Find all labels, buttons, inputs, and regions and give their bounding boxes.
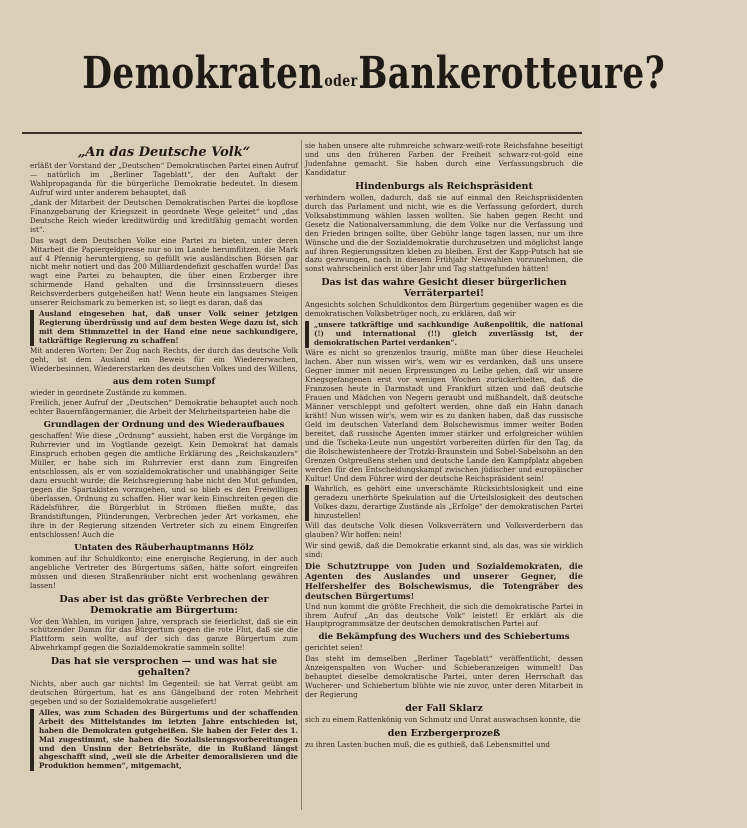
page-title: [0, 48, 666, 99]
column-divider: [301, 140, 302, 810]
body-paragraph: Nichts, aber auch gar nichts! Im Gegenteil: sie hat Verrat geübt am deutschen Bürgertum, hat es ans Gängelband der roten Mehrheit gegeben und so der Sozialdemokratie ausgeliefert!: [30, 679, 298, 707]
headline-word-1: Demokraten: [82, 48, 324, 99]
emphasis-paragraph: Wahrlich, es gehört eine unverschämte Rücksichtslosigkeit und eine geradezu unerhörte Spekulation auf die Urteilslosigkeit des deutschen Volkes dazu, derartige Zustände als „Erfolge“ der demokratischen Partei hinzustellen!: [305, 485, 583, 521]
headline-word-2: Bankerotteure?: [358, 48, 666, 99]
body-paragraph: Wäre es nicht so grenzenlos traurig, müßte man über diese Heuchelei lachen. Aber nun wissen wir's, wem wir es verdanken, daß uns unsere Gegner immer mit neuen Erpressungen zu Leibe gehen, daß wir unsere Kriegsgefangenen erst vor wenigen Wochen zurückerhielten, daß die Franzosen heute in Darmstadt und Frankfurt sitzen und daß deutsche Frauen und Mädchen von Negern geraubt und mißhandelt, daß deutsche Männer verschleppt und gefoltert werden, ohne daß ein Hahn danach kräht! Nun wissen wir's, wem wir es zu danken haben, daß das russische Geld im deutschen Vaterland dem Bolschewismus immer weiter Boden bereitet, daß russische Agenten immer stärker und erfolgreicher wühlen und die Tscheka-Leute nun ungestört vorbereiten dürfen für den Tag, da die Bolschewistenheere der Trotzki-Braunstein und Sobel-Sobelsohn an den Grenzen Ostpreußens stehen und deutsche Lande den Kampfplatz abgeben werden für den Entscheidungskampf zwischen jüdischer und europäischer Kultur! Und dem Führer wird der deutsche Reichspräsident sein!: [305, 348, 583, 483]
body-paragraph: zu ihren Lasten buchen muß, die es guthieß, daß Lebensmittel und: [305, 739, 550, 749]
body-paragraph: wieder in geordnete Zustände zu kommen.: [30, 387, 187, 397]
headline: [82, 48, 665, 99]
left-column: [30, 142, 298, 773]
section-heading: Untaten des Räuberhauptmanns Hölz: [74, 542, 254, 553]
body-paragraph: kommen auf ihr Schuldkonto: eine energische Regierung, in der auch angebliche Vertreter des Bürgertums säßen, hätte sofort eingreifen müssen und diesen Straßenräuber nicht erst wochenlang gewähren lassen!: [30, 553, 298, 590]
headline-rule: [22, 132, 582, 134]
body-paragraph: Freilich, jener Aufruf der „Deutschen“ Demokratie behauptet auch noch echter Bauernfängermanier, die Arbeit der Mehrheitsparteien habe die: [30, 398, 298, 417]
body-paragraph: geschaffen! Wie diese „Ordnung“ aussieht, haben erst die Vorgänge im Ruhrrevier und im Vogtlande gezeigt. Kein Demokrat hat damals Einspruch erhoben gegen die amtliche Erklärung des „Reichskanzlers“ Müller, er habe sich im Ruhrrevier erst dann zum Eingreifen entschlossen, als er von sozialdemokratischer und unabhängiger Seite dazu ersucht wurde; die Reichsregierung habe nicht den Mut gefunden, gegen die Spartakisten vorzugehen, und so blieb es den Freiwilligen überlassen, Ordnung zu schaffen. Hier war kein Einschreiten gegen die Rädelsführer, die Bürgerblut in Strömen fließen mußte, das Brandstiftungen, Plünderungen, Verbrechen jeder Art vorkamen, ehe ihre in der Regierung sitzenden Vertreter sich zu einem Eingreifen entschlossen! Auch die: [30, 431, 298, 539]
body-paragraph: gerichtet seien!: [305, 643, 363, 653]
body-paragraph: Wir sind gewiß, daß die Demokratie erkannt sind, als das, was sie wirklich sind:: [305, 540, 583, 559]
section-heading: Das ist das wahre Gesicht dieser bürgerlichen Verräterpartei!: [321, 277, 567, 300]
emphasis-paragraph: Ausland eingesehen hat, daß unser Volk seiner jetzigen Regierung überdrüssig und auf dem besten Wege dazu ist, sich mit dem Stimmzettel in der Hand eine neue sachkundigere, tatkräftige Regierung zu schaffen!: [30, 310, 298, 346]
section-heading: Grundlagen der Ordnung und des Wiederaufbaues: [43, 420, 285, 431]
headline-connector: oder: [324, 71, 358, 90]
body-paragraph: Das steht im demselben „Berliner Tageblatt“ veröffentlicht, dessen Anzeigenspalten von Wucher- und Schieberanzeigen wimmelt! Das behauptet dieselbe demokratische Partei, unter deren Herrschaft das Wucherer- und Schiebertum blühte wie nie zuvor, unter deren Mitarbeit in der Regierung: [305, 653, 583, 699]
section-heading: den Erzbergerprozeß: [387, 727, 501, 739]
body-paragraph: sich zu einem Rattenkönig von Schmutz und Unrat auswachsen konnte, die: [305, 714, 581, 724]
section-heading: Das hat sie versprochen — und was hat sie gehalten?: [50, 656, 278, 679]
section-heading: Das aber ist das größte Verbrechen der Demokratie am Bürgertum:: [59, 593, 269, 616]
emphasis-paragraph: „unsere tatkräftige und sachkundige Außenpolitik, die national (!) und international (!!) gleich zuverlässig ist, der demokratischen Partei verdanken“.: [305, 321, 583, 348]
body-paragraph: erläßt der Vorstand der „Deutschen“ Demokratischen Partei einen Aufruf — natürlich im „Berliner Tageblatt“, der den Auftakt der Wahlpropaganda für die bürgerliche Demokratie bedeutet. In diesem Aufruf wird unter anderem behauptet, daß: [30, 161, 298, 197]
body-paragraph: Mit anderen Worten: Der Zug nach Rechts, der durch das deutsche Volk geht, ist dem Ausland ein Beweis für ein Wiedererwachen, Wiederbesinnen, Wiedererstarken des deutschen Volkes und des Willens,: [30, 346, 298, 373]
body-paragraph: verhindern wollen, dadurch, daß sie auf einmal den Reichspräsidenten durch das Parlament und nicht, wie es die Verfassung gefordert, durch Volksabstimmung wählen lassen wollten. Sie haben gegen Recht und Gesetz die Nationalversammlung, die dem Volke nur die Verfassung und den Frieden bringen sollte, über Gebühr lange tagen lassen, nur um ihre Wünsche und die der Sozialdemokratie durchzusetzen und möglichst lange auf ihren Regierungssitzen kleben zu bleiben. Erst der Kapp-Putsch hat sie dazu gezwungen, nach in diesem Frühjahr Neuwahlen vorzunehmen, die sonst wahrscheinlich erst über Jahr und Tag stattgefunden hätten!: [305, 192, 583, 274]
body-paragraph: „dank der Mitarbeit der Deutschen Demokratischen Partei die kopflose Finanzgebarung der Kriegszeit in geordnete Wege geleitet“ und „das Deutsche Reich wieder kreditwürdig und kreditfähig gemacht worden ist“.: [30, 198, 298, 235]
section-heading: der Fall Sklarz: [405, 702, 483, 714]
body-paragraph: sie haben unsere alte ruhmreiche schwarz-weiß-rote Reichsfahne beseitigt und uns den früheren Farben der Freiheit schwarz-rot-gold eine Judenfahne gemacht. Sie haben durch eine Verfassungsbruch die Kandidatur: [305, 141, 583, 177]
section-heading: Hindenburgs als Reichspräsident: [355, 180, 533, 192]
body-paragraph: Angesichts solchen Schuldkontos dem Bürgertum gegenüber wagen es die demokratischen Volksbetrüger noch, zu erklären, daß wir: [305, 300, 583, 319]
body-paragraph: Das wagt dem Deutschen Volke eine Partei zu bieten, unter deren Mitarbeit die Papiergeldpresse nur so im Lande herumflitzen, die Mark auf 4 Pfennig heruntergieng, so gefüllt wie ausländischen Börsen gar nicht mehr notiert und das 200 Milliardendefizit geschaffen wurde! Das wagt eine Partei zu behaupten, die über einen Erzberger ihre schirmende Hand gehalten und die Irrsinnssteuern dieses Reichsverderbers gutgeheißen hat! Wenn heute ein langsames Steigen unserer Reichsmark zu bemerken ist, so liegt es daran, daß das: [30, 235, 298, 308]
body-paragraph: Und nun kommt die größte Frechheit, die sich die demokratische Partei in ihrem Aufruf „An das deutsche Volk“ leistet! Er erklärt als die Hauptprogrammsätze der deutschen demokratischen Partei auf: [305, 601, 583, 629]
body-paragraph: Will das deutsche Volk diesen Volksverrätern und Volksverderbern das glauben? Wir hoffen: nein!: [305, 521, 583, 540]
section-heading: die Bekämpfung des Wuchers und des Schiebertums: [318, 632, 570, 643]
section-heading: „An das Deutsche Volk“: [77, 145, 251, 160]
right-column: [305, 142, 583, 751]
emphasis-paragraph: Alles, was zum Schaden des Bürgertums und der schaffenden Arbeit des Mittelstandes im letzten Jahre entschieden ist, haben die Demokraten gutgeheißen. Sie haben der Feier des 1. Mai zugestimmt, sie haben die Sozialisierungsvorbereitungen und den Unsinn der Betriebsräte, die in Rußland längst abgeschafft sind, „weil sie die Arbeiter demoralisieren und die Produktion hemmen“, mitgemacht,: [30, 709, 298, 772]
body-paragraph: Vor den Wahlen, im vorigen Jahre, versprach sie feierlichst, daß sie ein schützender Damm für das Bürgertum gegen die rote Flut, daß sie die Plattform sein wollte, auf der sich das ganze Bürgertum zum Abwehrkampf gegen die Sozialdemokratie sammeln sollte!: [30, 616, 298, 653]
section-heading: aus dem roten Sumpf: [112, 376, 216, 387]
bold-statement: Die Schutztruppe von Juden und Sozialdemokraten, die Agenten des Auslandes und unserer Gegner, die Helfershelfer des Bolschewismus, die Totengräber des deutschen Bürgertums!: [305, 561, 583, 602]
